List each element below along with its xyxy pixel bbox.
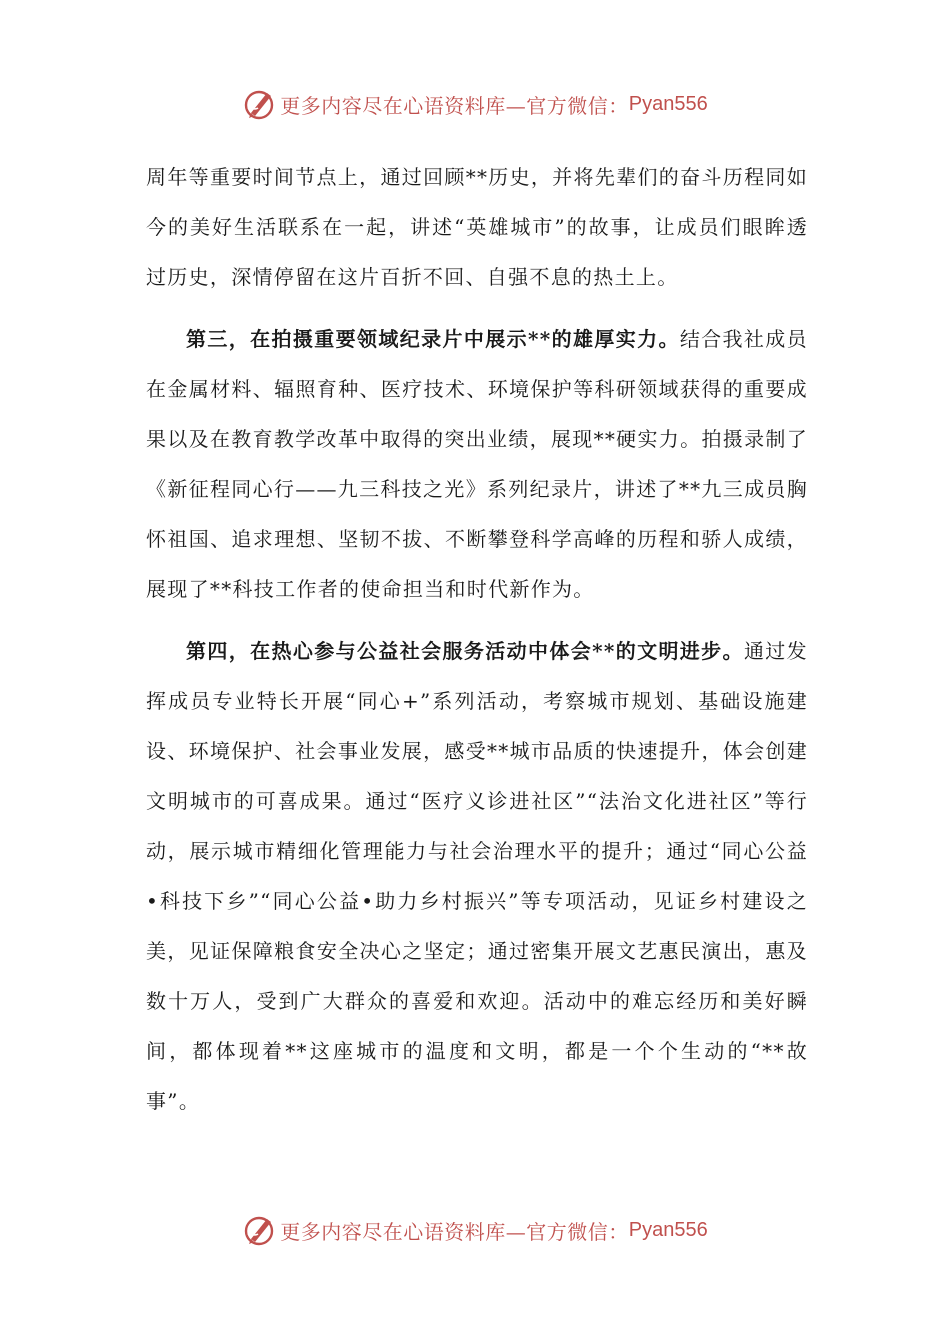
paragraph-1-body: 周年等重要时间节点上，通过回顾**历史，并将先辈们的奋斗历程同如今的美好生活联系在一起，讲述“英雄城市”的故事，让成员们眼眸透过历史，深情停留在这片百折不回、自强不息的热土上。 [146, 165, 808, 289]
watermark-wechat-id: Pyan556 [628, 1218, 708, 1241]
watermark-text: 更多内容尽在心语资料库—官方微信： [280, 93, 629, 118]
paragraph-2-lead: 第三，在拍摄重要领域纪录片中展示**的雄厚实力。 [186, 327, 680, 351]
paragraph-3-body: 通过发挥成员专业特长开展“同心+”系列活动，考察城市规划、基础设施建设、环境保护、社会事业发展，感受**城市品质的快速提升，体会创建文明城市的可喜成果。通过“医疗义诊进社区”“法治文化进社区”等行动，展示城市精细化管理能力与社会治理水平的提升；通过“同心公益•科技下乡”“同心公益•助力乡村振兴”等专项活动，见证乡村建设之美，见证保障粮食安全决心之坚定；通过密集开展文艺惠民演出，惠及数十万人，受到广大群众的喜爱和欢迎。活动中的难忘经历和美好瞬间，都体现着**这座城市的温度和文明，都是一个个生动的“**故事”。 [146, 639, 808, 1113]
pen-logo-icon [242, 87, 276, 121]
footer-watermark [0, 1210, 950, 1250]
paragraph-2 [146, 314, 808, 614]
watermark-text: 更多内容尽在心语资料库—官方微信： [280, 1219, 629, 1244]
document-body [146, 152, 808, 1138]
paragraph-3-lead: 第四，在热心参与公益社会服务活动中体会**的文明进步。 [186, 639, 744, 663]
paragraph-2-body: 结合我社成员在金属材料、辐照育种、医疗技术、环境保护等科研领域获得的重要成果以及在教育教学改革中取得的突出业绩，展现**硬实力。拍摄录制了《新征程同心行——九三科技之光》系列纪录片，讲述了**九三成员胸怀祖国、追求理想、坚韧不拔、不断攀登科学高峰的历程和骄人成绩，展现了**科技工作者的使命担当和时代新作为。 [146, 327, 808, 601]
paragraph-1 [146, 152, 808, 302]
header-watermark [0, 84, 950, 124]
watermark-wechat-id: Pyan556 [628, 92, 708, 115]
pen-logo-icon [242, 1213, 276, 1247]
paragraph-3 [146, 626, 808, 1126]
